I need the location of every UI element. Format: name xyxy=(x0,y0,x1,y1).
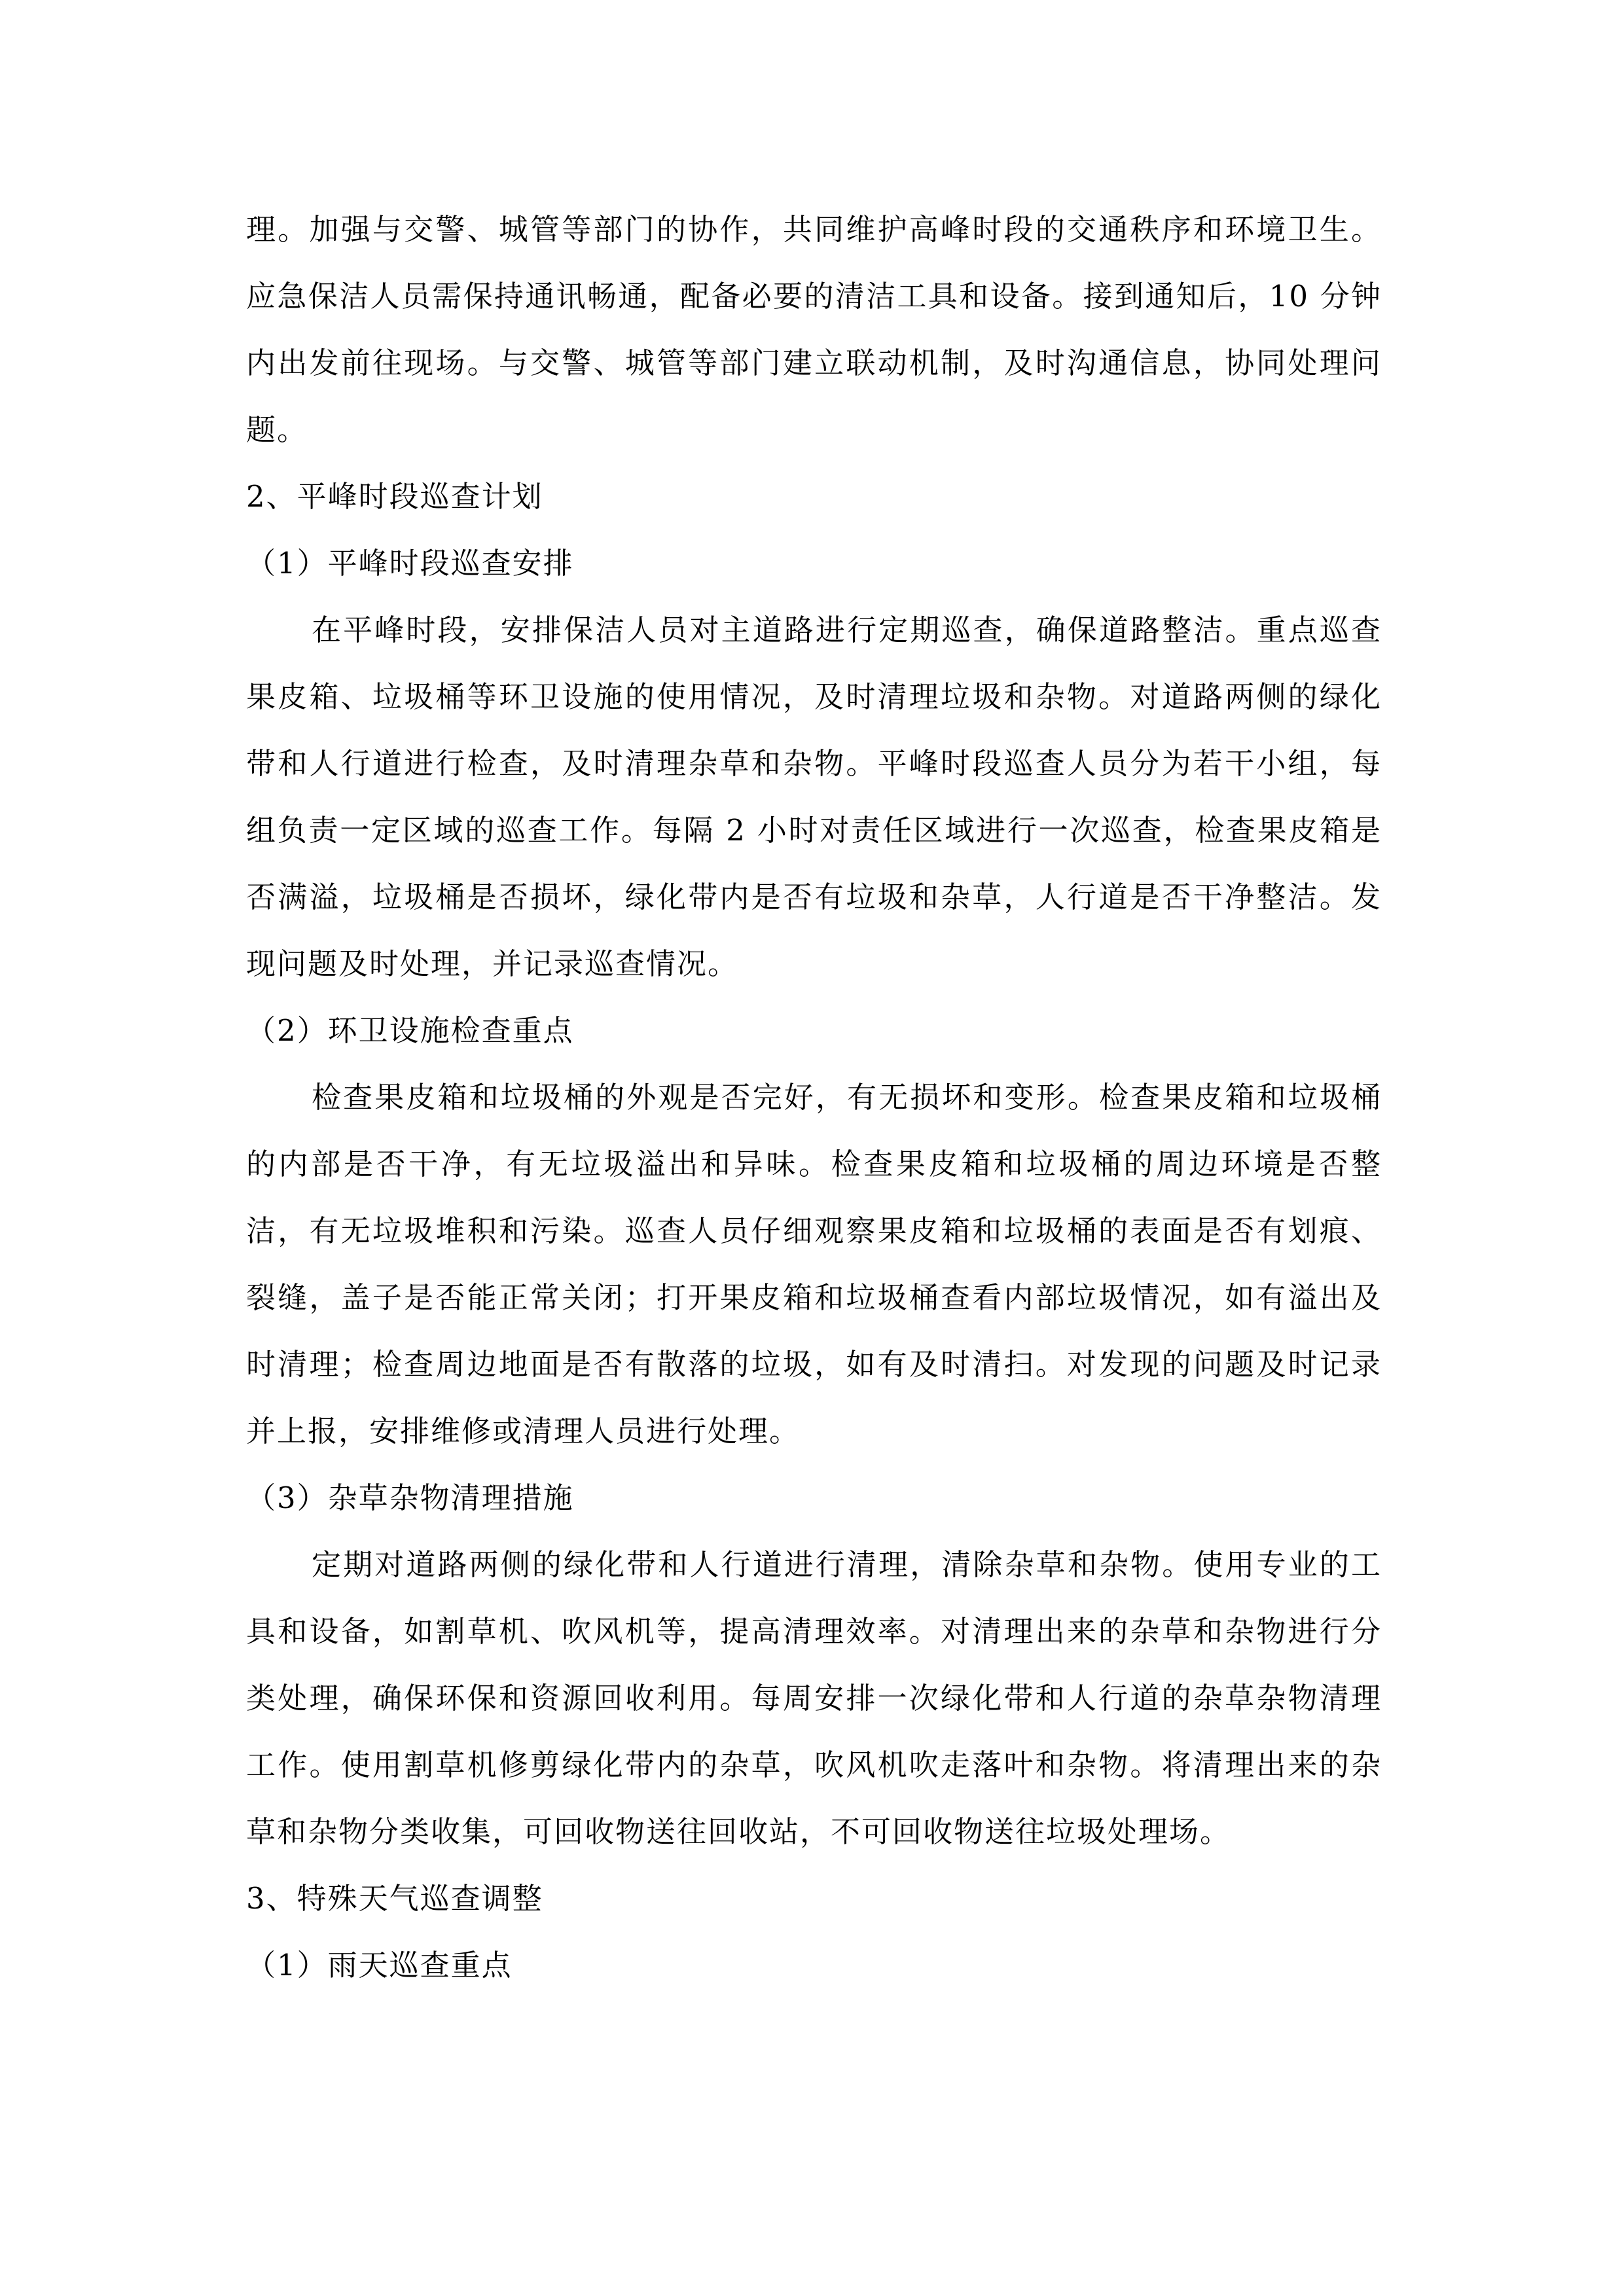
paragraph-continued: 理。加强与交警、城管等部门的协作，共同维护高峰时段的交通秩序和环境卫生。应急保洁人员需保持通讯畅通，配备必要的清洁工具和设备。接到通知后，10 分钟内出发前往现场。与交警、城管等部门建立联动机制，及时沟通信息，协同处理问题。 xyxy=(246,212,1382,447)
paragraph-weed-cleanup: 定期对道路两侧的绿化带和人行道进行清理，清除杂草和杂物。使用专业的工具和设备，如割草机、吹风机等，提高清理效率。对清理出来的杂草和杂物进行分类处理，确保环保和资源回收利用。每周安排一次绿化带和人行道的杂草杂物清理工作。使用割草机修剪绿化带内的杂草，吹风机吹走落叶和杂物。将清理出来的杂草和杂物分类收集，可回收物送往回收站，不可回收物送往垃圾处理场。 xyxy=(246,1547,1382,1849)
subsection-heading-2-1: （1）平峰时段巡查安排 xyxy=(246,546,574,581)
section-heading-2: 2、平峰时段巡查计划 xyxy=(246,479,543,514)
paragraph-facility-inspection: 检查果皮箱和垃圾桶的外观是否完好，有无损坏和变形。检查果皮箱和垃圾桶的内部是否干净，有无垃圾溢出和异味。检查果皮箱和垃圾桶的周边环境是否整洁，有无垃圾堆积和污染。巡查人员仔细观察果皮箱和垃圾桶的表面是否有划痕、裂缝，盖子是否能正常关闭；打开果皮箱和垃圾桶查看内部垃圾情况，如有溢出及时清理；检查周边地面是否有散落的垃圾，如有及时清扫。对发现的问题及时记录并上报，安排维修或清理人员进行处理。 xyxy=(246,1080,1382,1448)
section-heading-3: 3、特殊天气巡查调整 xyxy=(246,1881,543,1916)
paragraph-patrol-arrangement: 在平峰时段，安排保洁人员对主道路进行定期巡查，确保道路整洁。重点巡查果皮箱、垃圾桶等环卫设施的使用情况，及时清理垃圾和杂物。对道路两侧的绿化带和人行道进行检查，及时清理杂草和杂物。平峰时段巡查人员分为若干小组，每组负责一定区域的巡查工作。每隔 2 小时对责任区域进行一次巡查，检查果皮箱是否满溢，垃圾桶是否损坏，绿化带内是否有垃圾和杂草，人行道是否干净整洁。发现问题及时处理，并记录巡查情况。 xyxy=(246,613,1382,981)
subsection-heading-3-1: （1）雨天巡查重点 xyxy=(246,1948,513,1982)
document-body xyxy=(246,196,1382,1999)
subsection-heading-2-3: （3）杂草杂物清理措施 xyxy=(246,1480,574,1515)
subsection-heading-2-2: （2）环卫设施检查重点 xyxy=(246,1013,574,1048)
